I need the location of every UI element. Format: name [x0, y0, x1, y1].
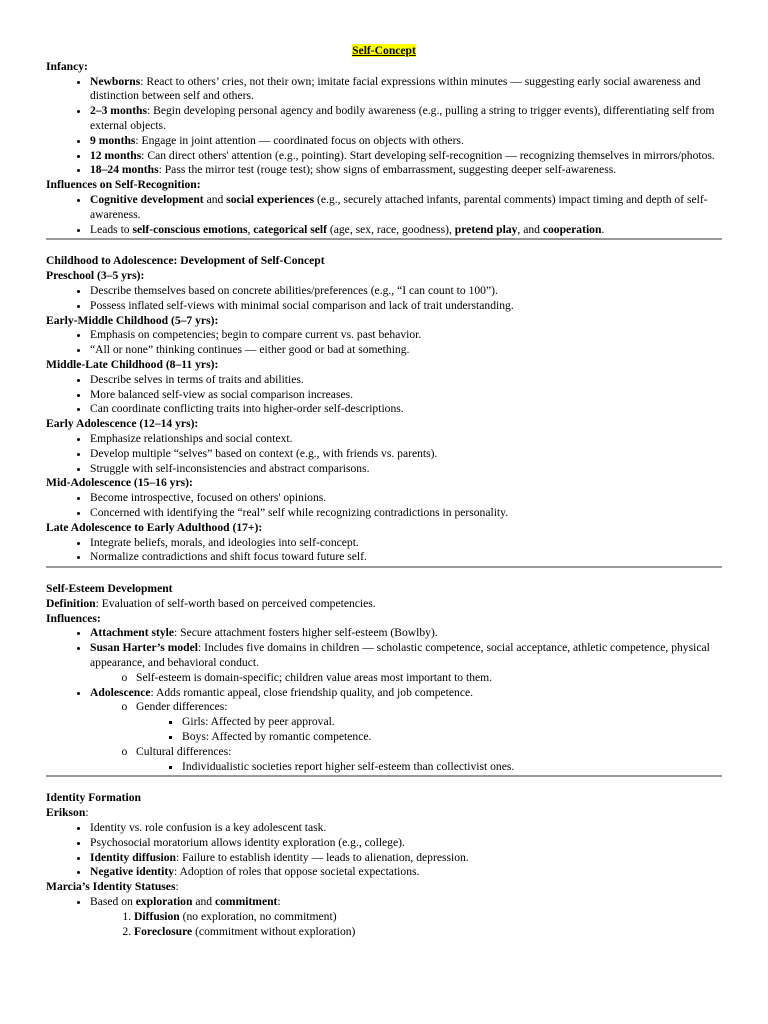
list-item: • Adolescence: Adds romantic appeal, close friendship quality, and job competence. o Gender differences: ▪ Girls: Affected by peer approval. ▪ Boys: Affected by romantic competence. o Cultural differences: ▪ Individualistic societies report higher self-esteem than collectivist ones. [90, 686, 722, 775]
stage-list [46, 373, 722, 417]
list-item: • Identity diffusion: Failure to establish identity — leads to alienation, depression. [90, 851, 722, 866]
list-item: • Cognitive development and social experiences (e.g., securely attached infants, parental comments) impact timing and depth of self-awareness. [90, 193, 722, 223]
stage-list [46, 432, 722, 476]
numbered-item: 2. Foreclosure (commitment without exploration) [134, 925, 722, 940]
influences-heading: Influences: [46, 611, 101, 625]
esteem-list [46, 626, 722, 774]
list-item: • “All or none” thinking continues — either good or bad at something. [90, 343, 722, 358]
stage-list [46, 536, 722, 566]
list-item: • More balanced self-view as social comparison increases. [90, 388, 722, 403]
document-title: Self-Concept [352, 44, 416, 57]
marcia-heading: Marcia’s Identity Statuses: [46, 880, 179, 894]
erikson-heading: Erikson: [46, 806, 89, 820]
list-item: • Possess inflated self-views with minimal social comparison and lack of trait understanding. [90, 299, 722, 314]
sub-sub-list-item: ▪ Individualistic societies report higher self-esteem than collectivist ones. [182, 760, 722, 775]
definition-line: Definition: Evaluation of self-worth based on perceived competencies. [46, 596, 376, 610]
list-item: • Develop multiple “selves” based on context (e.g., with friends vs. parents). [90, 447, 722, 462]
list-item: • Integrate beliefs, morals, and ideologies into self-concept. [90, 536, 722, 551]
list-item: • Susan Harter’s model: Includes five domains in children — scholastic competence, social acceptance, athletic competence, physical appearance, and behavioral conduct. o Self-esteem is domain-specific; children value areas most important to them. [90, 641, 722, 685]
section-heading-esteem: Self-Esteem Development [46, 582, 173, 596]
sub-sub-list-item: ▪ Girls: Affected by peer approval. [182, 715, 722, 730]
section-heading-childhood: Childhood to Adolescence: Development of Self-Concept [46, 254, 325, 268]
stage-heading: Early-Middle Childhood (5–7 yrs): [46, 313, 219, 327]
section-heading-infancy: Infancy: [46, 59, 88, 73]
section-heading-identity: Identity Formation [46, 791, 141, 805]
list-item: • 9 months: Engage in joint attention — coordinated focus on objects with others. [90, 134, 722, 149]
infancy-list [46, 75, 722, 179]
list-item: • Emphasize relationships and social context. [90, 432, 722, 447]
stage-heading: Mid-Adolescence (15–16 yrs): [46, 476, 193, 490]
sub-list-item: o Gender differences: ▪ Girls: Affected by peer approval. ▪ Boys: Affected by romantic competence. [136, 700, 722, 744]
list-item: • Normalize contradictions and shift focus toward future self. [90, 550, 722, 565]
stage-heading: Late Adolescence to Early Adulthood (17+): [46, 520, 263, 534]
list-item: • Psychosocial moratorium allows identity exploration (e.g., college). [90, 836, 722, 851]
erikson-list [46, 821, 722, 880]
section-heading-influences: Influences on Self-Recognition: [46, 178, 201, 192]
sub-list-item: o Self-esteem is domain-specific; children value areas most important to them. [136, 671, 722, 686]
sub-sub-list-item: ▪ Boys: Affected by romantic competence. [182, 730, 722, 745]
influences-list [46, 193, 722, 237]
list-item: • Negative identity: Adoption of roles that oppose societal expectations. [90, 865, 722, 880]
list-item: • Concerned with identifying the “real” self while recognizing contradictions in personality. [90, 506, 722, 521]
stage-list [46, 328, 722, 358]
list-item: • Newborns: React to others’ cries, not their own; imitate facial expressions within minutes — suggesting early social awareness and distinction between self and others. [90, 75, 722, 105]
stage-heading: Early Adolescence (12–14 yrs): [46, 417, 199, 431]
list-item: • Based on exploration and commitment: 1. Diffusion (no exploration, no commitment) 2. Foreclosure (commitment without exploration) [90, 895, 722, 939]
list-item: • 18–24 months: Pass the mirror test (rouge test); show signs of embarrassment, suggesting deeper self-awareness. [90, 163, 722, 178]
list-item: • 12 months: Can direct others' attention (e.g., pointing). Start developing self-recognition — recognizing themselves in mirrors/photos. [90, 149, 722, 164]
sub-list-item: o Cultural differences: ▪ Individualistic societies report higher self-esteem than collectivist ones. [136, 745, 722, 775]
list-item: • Leads to self-conscious emotions, categorical self (age, sex, race, goodness), pretend play, and cooperation. [90, 223, 722, 238]
list-item: • Can coordinate conflicting traits into higher-order self-descriptions. [90, 402, 722, 417]
list-item: • Become introspective, focused on others' opinions. [90, 491, 722, 506]
stage-list [46, 491, 722, 521]
marcia-list [46, 895, 722, 939]
list-item: • Identity vs. role confusion is a key adolescent task. [90, 821, 722, 836]
list-item: • Emphasis on competencies; begin to compare current vs. past behavior. [90, 328, 722, 343]
numbered-item: 1. Diffusion (no exploration, no commitment) [134, 910, 722, 925]
stage-heading: Middle-Late Childhood (8–11 yrs): [46, 357, 219, 371]
list-item: • Describe selves in terms of traits and abilities. [90, 373, 722, 388]
list-item: • Describe themselves based on concrete abilities/preferences (e.g., “I can count to 100”). [90, 284, 722, 299]
list-item: • Attachment style: Secure attachment fosters higher self-esteem (Bowlby). [90, 626, 722, 641]
list-item: • 2–3 months: Begin developing personal agency and bodily awareness (e.g., pulling a string to trigger events), differentiating self from external objects. [90, 104, 722, 134]
stage-list [46, 284, 722, 314]
stage-heading: Preschool (3–5 yrs): [46, 269, 145, 283]
list-item: • Struggle with self-inconsistencies and abstract comparisons. [90, 462, 722, 477]
